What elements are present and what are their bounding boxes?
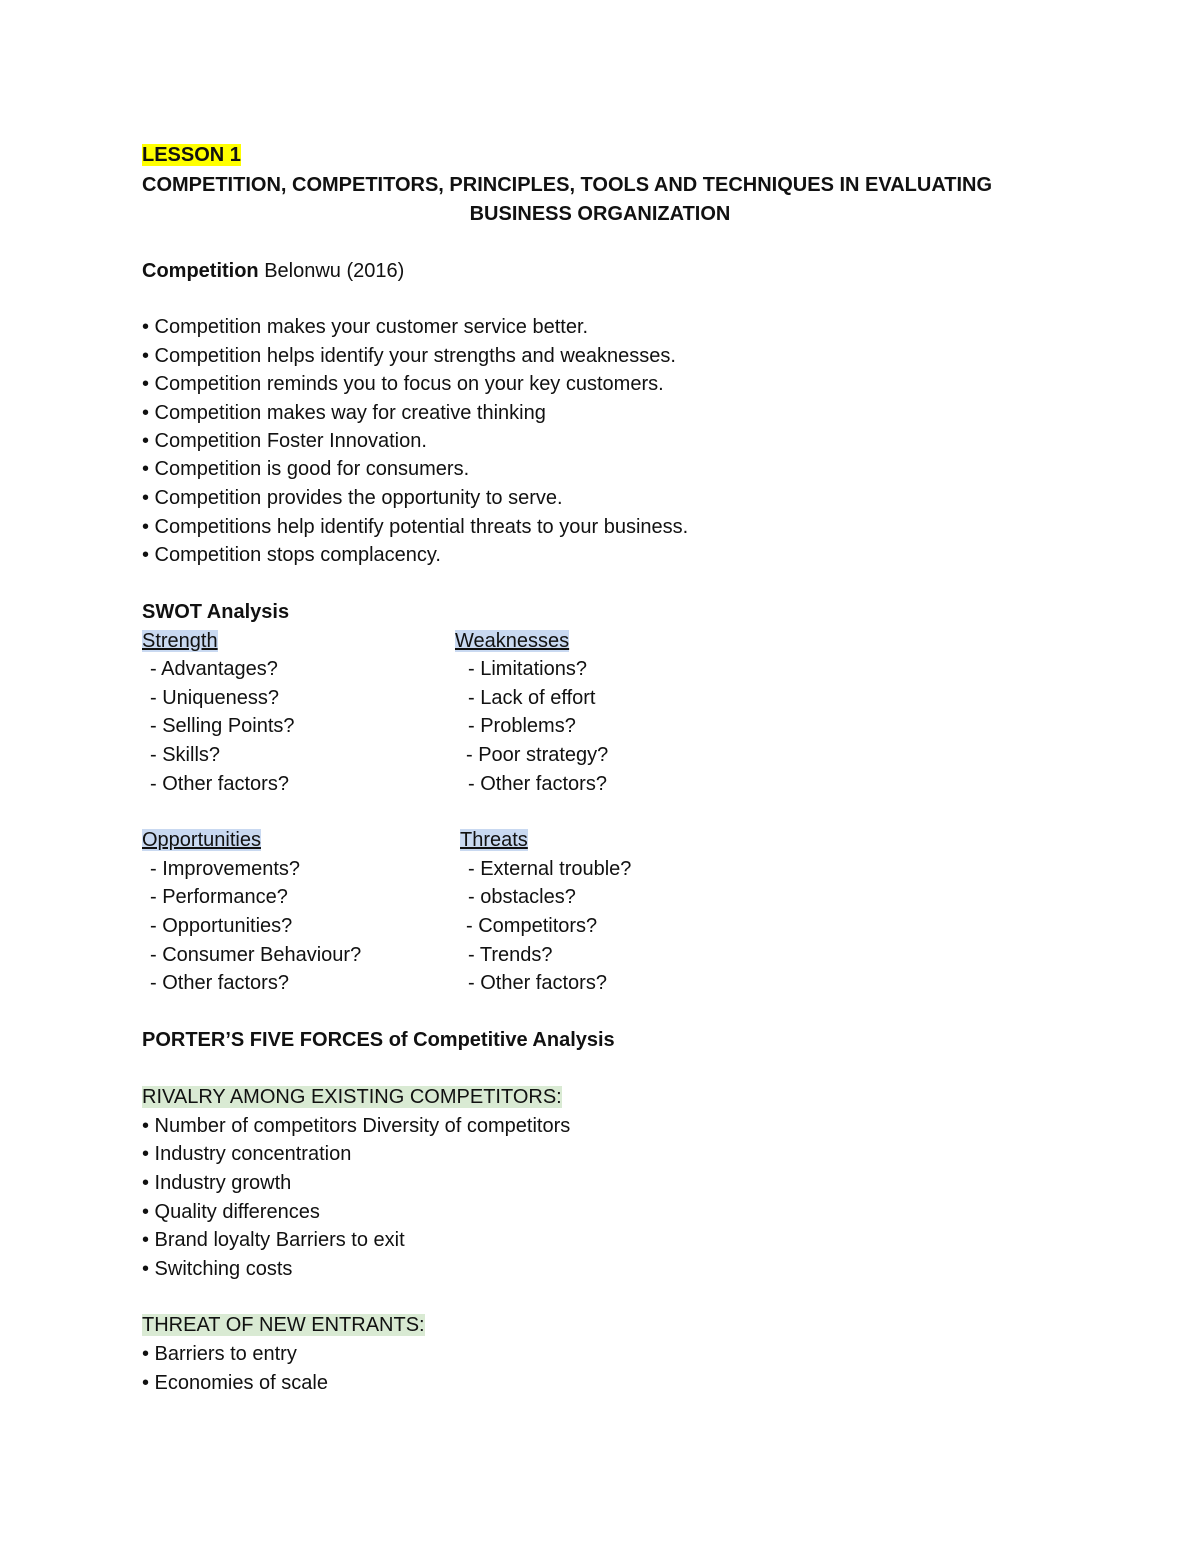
porter-new-entrants-label-line xyxy=(142,1311,425,1339)
swot-threats-item: - Trends? xyxy=(468,944,553,966)
swot-strength-item: - Advantages? xyxy=(150,658,278,680)
competition-item: • Competition makes way for creative thinking xyxy=(142,402,546,424)
competition-heading: Competition xyxy=(142,260,259,282)
swot-heading: SWOT Analysis xyxy=(142,601,290,623)
porter-new-entrants-item: • Economies of scale xyxy=(142,1372,328,1394)
swot-opportunities-item: - Opportunities? xyxy=(150,915,293,937)
swot-opportunities-item: - Other factors? xyxy=(150,972,289,994)
porter-rivalry-label-line xyxy=(142,1083,562,1111)
swot-strength-label: Strength xyxy=(142,630,218,652)
swot-opportunities-label: Opportunities xyxy=(142,829,261,851)
swot-strength-item: - Uniqueness? xyxy=(150,687,279,709)
swot-weaknesses-item: - Lack of effort xyxy=(468,687,596,709)
competition-item: • Competition is good for consumers. xyxy=(142,458,470,480)
swot-opportunities-item: - Improvements? xyxy=(150,858,301,880)
porter-rivalry-item: • Number of competitors Diversity of competitors xyxy=(142,1115,571,1137)
competition-heading-line xyxy=(142,257,404,285)
porter-heading: PORTER’S FIVE FORCES of Competitive Analysis xyxy=(142,1029,615,1051)
competition-item: • Competition makes your customer service better. xyxy=(142,316,589,338)
swot-threats-item: - obstacles? xyxy=(468,886,576,908)
competition-citation: Belonwu (2016) xyxy=(258,260,405,282)
swot-weaknesses-label: Weaknesses xyxy=(455,630,570,652)
swot-weaknesses-item: - Other factors? xyxy=(468,773,607,795)
swot-opportunities-item: - Consumer Behaviour? xyxy=(150,944,362,966)
swot-threats-item: - External trouble? xyxy=(468,858,632,880)
competition-item: • Competition helps identify your strengths and weaknesses. xyxy=(142,345,676,367)
swot-strength-label-line xyxy=(142,627,218,655)
swot-opportunities-item: - Performance? xyxy=(150,886,288,908)
porter-rivalry-item: • Industry concentration xyxy=(142,1143,352,1165)
title-line-1: COMPETITION, COMPETITORS, PRINCIPLES, TOOLS AND TECHNIQUES IN EVALUATING xyxy=(142,174,993,196)
competition-item: • Competition reminds you to focus on your key customers. xyxy=(142,373,664,395)
swot-threats-label: Threats xyxy=(460,829,528,851)
competition-item: • Competitions help identify potential threats to your business. xyxy=(142,516,689,538)
porter-rivalry-label: RIVALRY AMONG EXISTING COMPETITORS: xyxy=(142,1086,562,1108)
porter-rivalry-item: • Quality differences xyxy=(142,1201,320,1223)
swot-threats-label-line xyxy=(460,826,528,854)
swot-weaknesses-item: - Problems? xyxy=(468,715,576,737)
porter-rivalry-item: • Brand loyalty Barriers to exit xyxy=(142,1229,405,1251)
lesson-label-line xyxy=(142,141,241,169)
swot-opportunities-label-line xyxy=(142,826,261,854)
title-line-2: BUSINESS ORGANIZATION xyxy=(469,203,731,225)
swot-weaknesses-item: - Poor strategy? xyxy=(466,744,609,766)
swot-strength-item: - Selling Points? xyxy=(150,715,295,737)
swot-threats-item: - Competitors? xyxy=(466,915,598,937)
competition-item: • Competition Foster Innovation. xyxy=(142,430,427,452)
lesson-label: LESSON 1 xyxy=(142,144,241,166)
porter-rivalry-item: • Switching costs xyxy=(142,1258,293,1280)
swot-strength-item: - Other factors? xyxy=(150,773,289,795)
porter-new-entrants-item: • Barriers to entry xyxy=(142,1343,297,1365)
competition-item: • Competition stops complacency. xyxy=(142,544,441,566)
porter-rivalry-item: • Industry growth xyxy=(142,1172,292,1194)
competition-item: • Competition provides the opportunity to serve. xyxy=(142,487,563,509)
swot-weaknesses-label-line xyxy=(455,627,569,655)
porter-new-entrants-label: THREAT OF NEW ENTRANTS: xyxy=(142,1314,425,1336)
swot-threats-item: - Other factors? xyxy=(468,972,607,994)
swot-weaknesses-item: - Limitations? xyxy=(468,658,587,680)
swot-strength-item: - Skills? xyxy=(150,744,221,766)
